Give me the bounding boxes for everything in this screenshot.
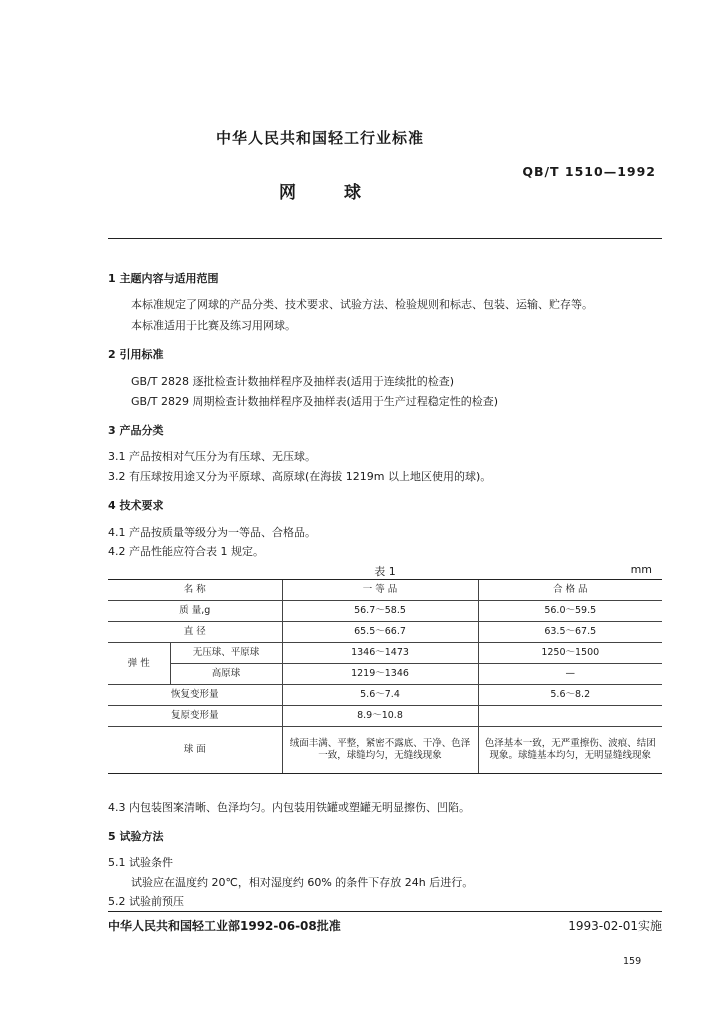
table-group-cell: 弹 性 (108, 643, 170, 685)
table-row (108, 622, 662, 643)
table-subname-cell: 无压球、平原球 (170, 643, 282, 664)
clause-4-2: 4.2 产品性能应符合表 1 规定。 (108, 545, 264, 558)
table-name-cell: 直 径 (108, 622, 282, 643)
document-title: 网 球 (279, 183, 361, 203)
page-number: 159 (623, 956, 642, 967)
table-first-grade-cell: 8.9～10.8 (282, 706, 478, 727)
table-1-unit: mm (630, 563, 652, 576)
table-header-first-grade: 一 等 品 (282, 580, 478, 601)
clause-5-1: 5.1 试验条件 (108, 856, 173, 869)
reference-gb-2828: GB/T 2828 逐批检查计数抽样程序及抽样表(适用于连续批的检查) (131, 375, 455, 388)
table-header-row (108, 580, 662, 601)
table-row (108, 727, 662, 774)
table-name-cell: 恢复变形量 (108, 685, 282, 706)
table-row (108, 706, 662, 727)
table-1-caption: 表 1 (374, 565, 396, 578)
table-body (108, 601, 662, 774)
section-1-paragraph-2: 本标准适用于比赛及练习用网球。 (131, 319, 296, 332)
section-3-heading: 3 产品分类 (108, 424, 164, 437)
table-row (108, 643, 662, 664)
table-qualified-cell: 1250～1500 (478, 643, 662, 664)
table-first-grade-cell: 1346～1473 (282, 643, 478, 664)
implementation-date: 1993-02-01实施 (568, 919, 662, 933)
table-row (108, 664, 662, 685)
table-name-cell: 质 量,g (108, 601, 282, 622)
table-qualified-cell: 63.5～67.5 (478, 622, 662, 643)
table-header-qualified: 合 格 品 (478, 580, 662, 601)
table-first-grade-cell: 56.7～58.5 (282, 601, 478, 622)
clause-4-1: 4.1 产品按质量等级分为一等品、合格品。 (108, 526, 316, 539)
table-name-cell: 复原变形量 (108, 706, 282, 727)
approval-statement: 中华人民共和国轻工业部1992-06-08批准 (108, 919, 341, 933)
table-first-grade-cell: 65.5～66.7 (282, 622, 478, 643)
clause-5-2: 5.2 试验前预压 (108, 895, 184, 908)
section-1-paragraph-1: 本标准规定了网球的产品分类、技术要求、试验方法、检验规则和标志、包装、运输、贮存等。 (131, 298, 593, 311)
table-first-grade-cell: 5.6～7.4 (282, 685, 478, 706)
table-qualified-cell: 色泽基本一致，无严重擦伤、波痕、结团现象。球缝基本均匀，无明显缝线现象 (478, 727, 662, 774)
table-qualified-cell: 56.0～59.5 (478, 601, 662, 622)
footer-rule (108, 911, 662, 912)
table-name-cell: 球 面 (108, 727, 282, 774)
table-qualified-cell (478, 706, 662, 727)
reference-gb-2829: GB/T 2829 周期检查计数抽样程序及抽样表(适用于生产过程稳定性的检查) (131, 395, 499, 408)
table-qualified-cell: — (478, 664, 662, 685)
standard-header-title: 中华人民共和国轻工行业标准 (215, 129, 424, 147)
table-first-grade-cell: 1219～1346 (282, 664, 478, 685)
standard-number: QB/T 1510—1992 (522, 164, 656, 179)
table-row (108, 601, 662, 622)
clause-5-1-paragraph: 试验应在温度约 20℃，相对湿度约 60% 的条件下存放 24h 后进行。 (131, 876, 474, 889)
table-row (108, 685, 662, 706)
section-5-heading: 5 试验方法 (108, 830, 164, 843)
table-header-name: 名 称 (108, 580, 282, 601)
clause-3-1: 3.1 产品按相对气压分为有压球、无压球。 (108, 450, 316, 463)
table-subname-cell: 高原球 (170, 664, 282, 685)
table-qualified-cell: 5.6～8.2 (478, 685, 662, 706)
clause-4-3: 4.3 内包装图案清晰、色泽均匀。内包装用铁罐或塑罐无明显擦伤、凹陷。 (108, 801, 470, 814)
section-2-heading: 2 引用标准 (108, 348, 164, 361)
table-first-grade-cell: 绒面丰满、平整，紧密不露底、干净、色泽一致，球缝均匀，无缝线现象 (282, 727, 478, 774)
clause-3-2: 3.2 有压球按用途又分为平原球、高原球(在海拔 1219m 以上地区使用的球)。 (108, 470, 492, 483)
table-1 (108, 579, 662, 774)
section-1-heading: 1 主题内容与适用范围 (108, 272, 219, 285)
header-rule (108, 238, 662, 239)
section-4-heading: 4 技术要求 (108, 499, 164, 512)
